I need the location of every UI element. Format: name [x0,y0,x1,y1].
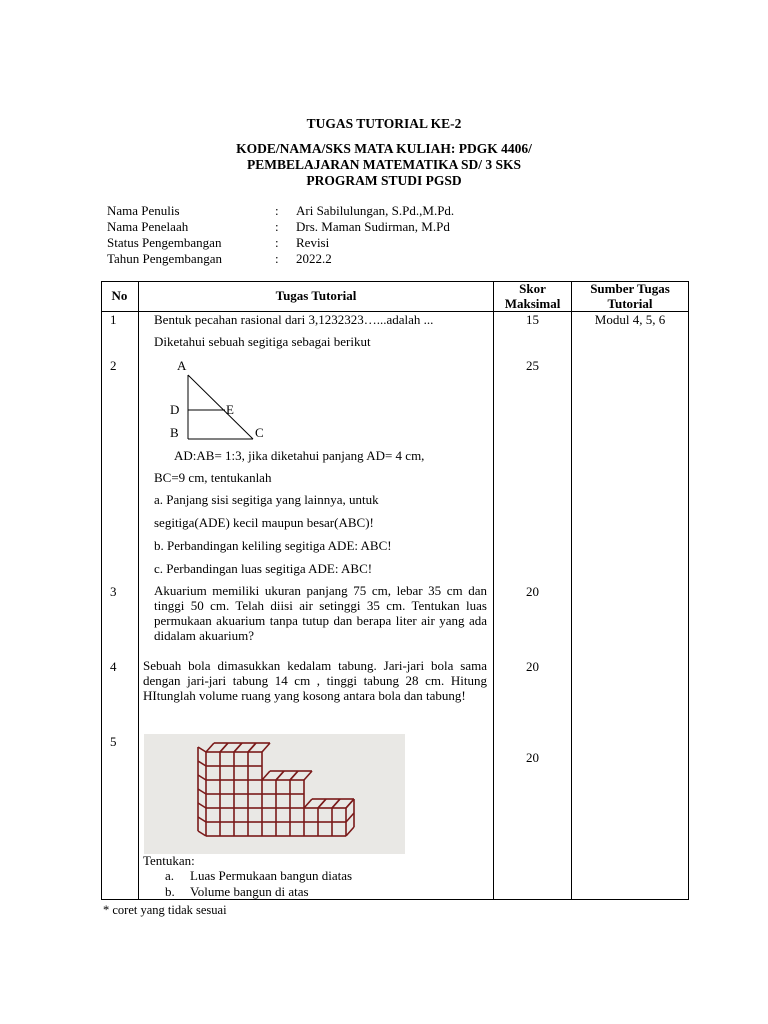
header-score-line1: Skor [519,281,546,296]
info-row-reviewer [107,219,454,235]
q5-subquestions [165,868,352,900]
q2-intro: Diketahui sebuah segitiga sebagai berikut [154,334,371,349]
table-border-left [101,281,102,900]
q2-line1: AD:AB= 1:3, jika diketahui panjang AD= 4 cm, [174,448,425,463]
info-separator: : [275,203,279,218]
q4-number: 4 [110,659,117,674]
vertex-a-label: A [177,358,187,373]
header-source [572,281,688,311]
info-label: Nama Penelaah [107,219,189,234]
q5-score: 20 [526,750,539,765]
footnote: * coret yang tidak sesuai [103,903,227,917]
q5-item-b-text: Volume bangun di atas [190,884,309,899]
info-row-author [107,203,454,219]
vertex-b-label: B [170,425,179,440]
q2-score: 25 [526,358,539,373]
info-label: Nama Penulis [107,203,180,218]
info-value: Ari Sabilulungan, S.Pd.,M.Pd. [296,203,455,218]
q3-score: 20 [526,584,539,599]
q1-score: 15 [526,312,539,327]
info-separator: : [275,219,279,234]
q5-item-b [165,884,352,900]
header-score [494,281,571,311]
header-task: Tugas Tutorial [275,288,357,303]
triangle-side-ac [188,375,253,439]
q2-line6: c. Perbandingan luas segitiga ADE: ABC! [154,561,373,576]
course-name-line: PEMBELAJARAN MATEMATIKA SD/ 3 SKS [246,157,522,172]
header-no: No [111,288,128,303]
info-value: 2022.2 [296,251,332,266]
info-row-year [107,251,454,267]
vertex-e-label: E [226,402,234,417]
document-info [107,203,454,267]
task-table [101,281,689,900]
q1-number: 1 [110,312,117,327]
list-marker: a. [165,868,175,883]
vertex-d-label: D [170,402,180,417]
info-separator: : [275,251,279,266]
vertex-c-label: C [255,425,264,440]
q2-number: 2 [110,358,117,373]
q5-number: 5 [110,734,117,749]
document-title: TUGAS TUTORIAL KE-2 [306,116,462,131]
info-row-status [107,235,454,251]
course-code-line: KODE/NAMA/SKS MATA KULIAH: PDGK 4406/ [236,141,532,156]
header-source-line1: Sumber Tugas [590,281,670,296]
q5-prompt: Tentukan: [143,853,195,868]
q2-line3: a. Panjang sisi segitiga yang lainnya, untuk [154,492,379,507]
info-value: Drs. Maman Sudirman, M.Pd [296,219,450,234]
info-label: Status Pengembangan [107,235,222,250]
q2-line2: BC=9 cm, tentukanlah [154,470,272,485]
q2-line4: segitiga(ADE) kecil maupun besar(ABC)! [154,515,374,530]
header-source-line2: Tutorial [607,296,653,311]
header-score-line2: Maksimal [504,296,561,311]
q4-score: 20 [526,659,539,674]
info-value: Revisi [296,235,330,250]
study-program-line: PROGRAM STUDI PGSD [306,173,462,188]
info-label: Tahun Pengembangan [107,251,222,266]
list-marker: b. [165,884,175,899]
column-divider [571,281,572,900]
table-border-right [688,281,689,900]
q4-text: Sebuah bola dimasukkan kedalam tabung. Jari-jari bola sama dengan jari-jari tabung 14 cm , tinggi tabung 28 cm. Hitung HItunglah volume ruang yang kosong antara bola dan tabung! [143,658,487,703]
info-separator: : [275,235,279,250]
q1-text: Bentuk pecahan rasional dari 3,1232323…...adalah ... [154,312,434,327]
q2-line5: b. Perbandingan keliling segitiga ADE: ABC! [154,538,392,553]
q5-item-a [165,868,352,884]
q5-item-a-text: Luas Permukaan bangun diatas [190,868,353,883]
cube-staircase-image [144,734,405,854]
q1-source: Modul 4, 5, 6 [594,312,666,327]
q3-number: 3 [110,584,117,599]
q3-text: Akuarium memiliki ukuran panjang 75 cm, lebar 35 cm dan tinggi 50 cm. Telah diisi air setinggi 35 cm. Tentukan luas permukaan akuarium tanpa tutup dan berapa liter air yang ada didalam akuarium? [154,583,487,643]
column-divider [138,281,139,900]
